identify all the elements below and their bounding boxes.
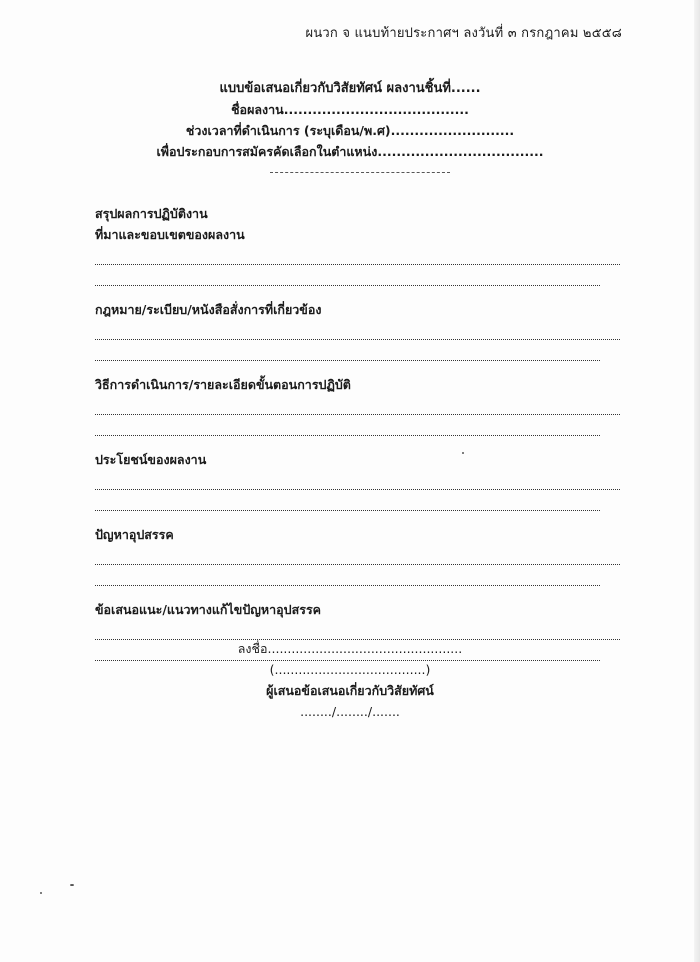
section-background-scope [95, 225, 620, 286]
summary-heading: สรุปผลการปฏิบัติงาน [95, 206, 208, 221]
period-line: ช่วงเวลาที่ดำเนินการ (ระบุเดือน/พ.ศ).......................... [185, 123, 515, 138]
fill-line[interactable] [95, 469, 620, 490]
section-benefits [95, 450, 620, 511]
fill-line[interactable] [95, 565, 600, 586]
date-line[interactable]: ......../......../....... [300, 704, 400, 719]
fill-line[interactable] [95, 619, 620, 640]
section-title: ประโยชน์ของผลงาน [95, 452, 207, 467]
position-line: เพื่อประกอบการสมัครคัดเลือกในตำแหน่ง................................... [156, 144, 544, 159]
fill-line[interactable] [95, 265, 600, 286]
fill-line[interactable] [95, 319, 620, 340]
section-title: ข้อเสนอแนะ/แนวทางแก้ไขปัญหาอุปสรรค [95, 602, 322, 617]
form-body [95, 204, 620, 675]
section-laws-regulations [95, 300, 620, 361]
header-reference: ผนวก จ แนบท้ายประกาศฯ ลงวันที่ ๓ กรกฎาคม ๒๕๕๘ [305, 26, 622, 41]
signature-line[interactable]: ลงชื่อ................................................. [237, 641, 463, 656]
signer-role: ผู้เสนอข้อเสนอเกี่ยวกับวิสัยทัศน์ [266, 683, 434, 698]
printed-name-line[interactable]: (......................................) [269, 662, 431, 677]
scan-speck [40, 892, 42, 894]
section-title: วิธีการดำเนินการ/รายละเอียดขั้นตอนการปฏิบัติ [95, 377, 351, 392]
form-title-block [0, 78, 700, 162]
section-title: กฎหมาย/ระเบียบ/หนังสือสั่งการที่เกี่ยวข้อง [95, 302, 322, 317]
section-title: ที่มาและขอบเขตของผลงาน [95, 227, 245, 242]
section-obstacles [95, 525, 620, 586]
work-name-line: ชื่อผลงาน....................................... [231, 102, 469, 117]
title-divider [270, 172, 450, 173]
fill-line[interactable] [95, 544, 620, 565]
fill-line[interactable] [95, 244, 620, 265]
fill-line[interactable] [95, 340, 600, 361]
fill-line[interactable] [95, 415, 600, 436]
scan-speck [70, 884, 74, 886]
fill-line[interactable] [95, 394, 620, 415]
fill-line[interactable] [95, 490, 600, 511]
scan-speck [462, 452, 464, 454]
form-title: แบบข้อเสนอเกี่ยวกับวิสัยทัศน์ ผลงานชิ้นที่...... [219, 81, 481, 96]
section-procedure [95, 375, 620, 436]
section-title: ปัญหาอุปสรรค [95, 527, 174, 542]
